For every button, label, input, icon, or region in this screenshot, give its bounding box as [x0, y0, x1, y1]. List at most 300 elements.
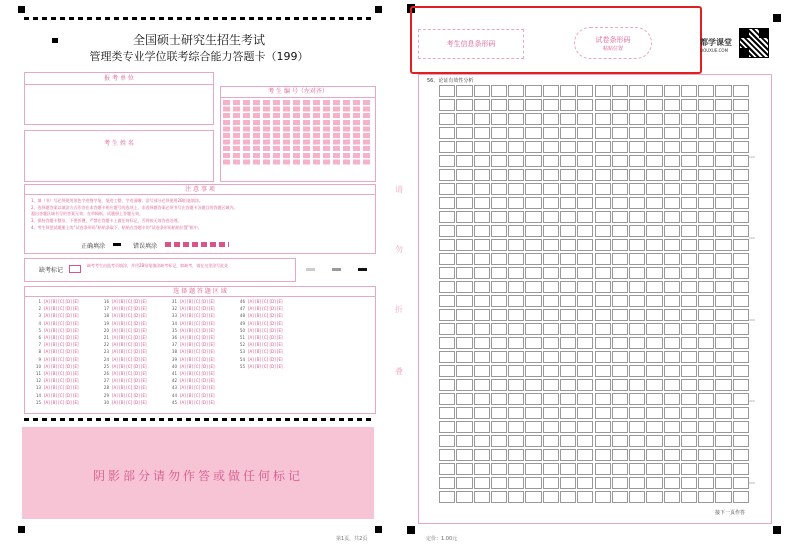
option-bubbles[interactable]: [A] [B] [C] [D] [E] [112, 392, 147, 398]
grid-cell[interactable] [664, 281, 680, 293]
option-bubbles[interactable]: [A] [B] [C] [D] [E] [180, 371, 215, 376]
grid-cell[interactable] [525, 211, 541, 223]
grid-cell[interactable] [715, 323, 731, 335]
option-bubbles[interactable]: [A] [B] [C] [D] [E] [112, 378, 147, 384]
choice-question-row[interactable] [167, 357, 215, 362]
grid-cell[interactable] [525, 85, 541, 97]
grid-cell[interactable] [508, 463, 524, 475]
grid-cell[interactable] [456, 239, 472, 251]
choice-question-row[interactable] [99, 371, 147, 376]
option-bubbles[interactable]: [A] [B] [C] [D] [E] [180, 327, 215, 333]
grid-cell[interactable] [508, 309, 524, 321]
info-barcode-box[interactable] [418, 29, 524, 59]
grid-cell[interactable] [664, 337, 680, 349]
grid-cell[interactable] [664, 99, 680, 111]
grid-cell[interactable] [439, 267, 455, 279]
grid-cell[interactable] [612, 155, 628, 167]
option-bubbles[interactable]: [A] [B] [C] [D] [E] [112, 356, 147, 362]
grid-cell[interactable] [491, 267, 507, 279]
grid-cell[interactable] [646, 309, 662, 321]
grid-cell[interactable] [595, 239, 611, 251]
grid-cell[interactable] [715, 127, 731, 139]
grid-cell[interactable] [491, 99, 507, 111]
grid-cell[interactable] [733, 407, 749, 419]
grid-cell[interactable] [629, 337, 645, 349]
choice-question-row[interactable] [99, 385, 147, 390]
grid-cell[interactable] [456, 197, 472, 209]
grid-cell[interactable] [646, 421, 662, 433]
grid-cell[interactable] [646, 183, 662, 195]
grid-cell[interactable] [560, 309, 576, 321]
grid-cell[interactable] [715, 281, 731, 293]
grid-cell[interactable] [715, 393, 731, 405]
grid-cell[interactable] [439, 99, 455, 111]
grid-cell[interactable] [439, 463, 455, 475]
grid-cell[interactable] [733, 225, 749, 237]
grid-cell[interactable] [543, 351, 559, 363]
option-bubbles[interactable]: [A] [B] [C] [D] [E] [44, 313, 79, 319]
grid-cell[interactable] [629, 309, 645, 321]
option-bubbles[interactable]: [A] [B] [C] [D] [E] [112, 320, 147, 326]
option-bubbles[interactable]: [A] [B] [C] [D] [E] [44, 342, 79, 348]
grid-cell[interactable] [474, 421, 490, 433]
grid-cell[interactable] [456, 421, 472, 433]
option-bubbles[interactable]: [A] [B] [C] [D] [E] [112, 399, 147, 405]
grid-cell[interactable] [508, 351, 524, 363]
grid-cell[interactable] [681, 463, 697, 475]
grid-cell[interactable] [733, 127, 749, 139]
option-bubbles[interactable]: [A] [B] [C] [D] [E] [112, 349, 147, 355]
grid-cell[interactable] [577, 253, 593, 265]
grid-cell[interactable] [439, 365, 455, 377]
grid-cell[interactable] [698, 141, 714, 153]
grid-cell[interactable] [629, 127, 645, 139]
grid-cell[interactable] [698, 365, 714, 377]
grid-cell[interactable] [543, 127, 559, 139]
choice-question-row[interactable] [167, 400, 215, 405]
grid-cell[interactable] [664, 127, 680, 139]
grid-cell[interactable] [525, 435, 541, 447]
grid-cell[interactable] [508, 295, 524, 307]
grid-cell[interactable] [681, 141, 697, 153]
grid-cell[interactable] [474, 183, 490, 195]
grid-cell[interactable] [664, 421, 680, 433]
grid-cell[interactable] [595, 267, 611, 279]
paper-barcode-box[interactable] [574, 27, 652, 59]
grid-cell[interactable] [629, 295, 645, 307]
grid-cell[interactable] [733, 141, 749, 153]
grid-cell[interactable] [543, 211, 559, 223]
choice-question-row[interactable] [31, 378, 79, 383]
grid-cell[interactable] [474, 113, 490, 125]
grid-cell[interactable] [698, 421, 714, 433]
grid-cell[interactable] [698, 477, 714, 489]
option-bubbles[interactable]: [A] [B] [C] [D] [E] [112, 313, 147, 319]
choice-question-row[interactable] [235, 328, 283, 333]
grid-cell[interactable] [612, 477, 628, 489]
grid-cell[interactable] [698, 449, 714, 461]
grid-cell[interactable] [681, 365, 697, 377]
grid-cell[interactable] [733, 85, 749, 97]
grid-cell[interactable] [629, 99, 645, 111]
grid-cell[interactable] [543, 267, 559, 279]
grid-cell[interactable] [456, 351, 472, 363]
choice-question-row[interactable] [31, 306, 79, 311]
grid-cell[interactable] [456, 435, 472, 447]
grid-cell[interactable] [664, 197, 680, 209]
grid-cell[interactable] [508, 113, 524, 125]
grid-cell[interactable] [456, 477, 472, 489]
choice-question-row[interactable] [31, 342, 79, 347]
grid-cell[interactable] [681, 491, 697, 503]
grid-cell[interactable] [474, 127, 490, 139]
grid-cell[interactable] [715, 141, 731, 153]
grid-cell[interactable] [698, 379, 714, 391]
grid-cell[interactable] [595, 99, 611, 111]
grid-cell[interactable] [664, 85, 680, 97]
grid-cell[interactable] [612, 211, 628, 223]
grid-cell[interactable] [698, 99, 714, 111]
choice-question-row[interactable] [99, 364, 147, 369]
grid-cell[interactable] [698, 407, 714, 419]
grid-cell[interactable] [491, 337, 507, 349]
grid-cell[interactable] [681, 295, 697, 307]
grid-cell[interactable] [491, 421, 507, 433]
grid-cell[interactable] [474, 435, 490, 447]
option-bubbles[interactable]: [A] [B] [C] [D] [E] [248, 335, 283, 340]
grid-cell[interactable] [543, 85, 559, 97]
grid-cell[interactable] [543, 183, 559, 195]
grid-cell[interactable] [508, 323, 524, 335]
grid-cell[interactable] [491, 379, 507, 391]
grid-cell[interactable] [733, 491, 749, 503]
grid-cell[interactable] [629, 85, 645, 97]
grid-cell[interactable] [595, 211, 611, 223]
grid-cell[interactable] [698, 463, 714, 475]
grid-cell[interactable] [646, 99, 662, 111]
option-bubbles[interactable]: [A] [B] [C] [D] [E] [180, 313, 215, 319]
choice-question-row[interactable] [167, 342, 215, 347]
grid-cell[interactable] [646, 155, 662, 167]
grid-cell[interactable] [543, 225, 559, 237]
grid-cell[interactable] [612, 169, 628, 181]
grid-cell[interactable] [629, 365, 645, 377]
grid-cell[interactable] [664, 155, 680, 167]
choice-question-row[interactable] [235, 349, 283, 354]
grid-cell[interactable] [525, 141, 541, 153]
grid-cell[interactable] [664, 351, 680, 363]
grid-cell[interactable] [474, 337, 490, 349]
grid-cell[interactable] [646, 225, 662, 237]
grid-cell[interactable] [612, 85, 628, 97]
grid-cell[interactable] [612, 421, 628, 433]
grid-cell[interactable] [508, 225, 524, 237]
option-bubbles[interactable]: [A] [B] [C] [D] [E] [248, 363, 283, 369]
grid-cell[interactable] [491, 491, 507, 503]
grid-cell[interactable] [560, 463, 576, 475]
grid-cell[interactable] [439, 337, 455, 349]
grid-cell[interactable] [646, 351, 662, 363]
grid-cell[interactable] [698, 183, 714, 195]
grid-cell[interactable] [543, 141, 559, 153]
grid-cell[interactable] [456, 365, 472, 377]
grid-cell[interactable] [543, 393, 559, 405]
grid-cell[interactable] [577, 155, 593, 167]
grid-cell[interactable] [629, 141, 645, 153]
choice-question-row[interactable] [31, 328, 79, 333]
grid-cell[interactable] [577, 295, 593, 307]
grid-cell[interactable] [681, 393, 697, 405]
grid-cell[interactable] [508, 85, 524, 97]
grid-cell[interactable] [715, 421, 731, 433]
grid-cell[interactable] [491, 393, 507, 405]
grid-cell[interactable] [543, 449, 559, 461]
choice-question-row[interactable] [167, 371, 215, 376]
grid-cell[interactable] [577, 393, 593, 405]
grid-cell[interactable] [543, 435, 559, 447]
grid-cell[interactable] [733, 393, 749, 405]
grid-cell[interactable] [646, 197, 662, 209]
grid-cell[interactable] [629, 239, 645, 251]
grid-cell[interactable] [543, 295, 559, 307]
grid-cell[interactable] [646, 281, 662, 293]
grid-cell[interactable] [577, 463, 593, 475]
grid-cell[interactable] [491, 85, 507, 97]
grid-cell[interactable] [439, 351, 455, 363]
grid-cell[interactable] [439, 309, 455, 321]
grid-cell[interactable] [612, 253, 628, 265]
choice-question-row[interactable] [235, 364, 283, 369]
grid-cell[interactable] [439, 239, 455, 251]
grid-cell[interactable] [439, 477, 455, 489]
grid-cell[interactable] [508, 281, 524, 293]
grid-cell[interactable] [525, 127, 541, 139]
grid-cell[interactable] [646, 141, 662, 153]
grid-cell[interactable] [508, 239, 524, 251]
grid-cell[interactable] [595, 435, 611, 447]
grid-cell[interactable] [491, 169, 507, 181]
grid-cell[interactable] [595, 421, 611, 433]
choice-question-row[interactable] [167, 349, 215, 354]
grid-cell[interactable] [508, 365, 524, 377]
grid-cell[interactable] [733, 379, 749, 391]
grid-cell[interactable] [715, 113, 731, 125]
grid-cell[interactable] [612, 267, 628, 279]
grid-cell[interactable] [715, 351, 731, 363]
grid-cell[interactable] [508, 421, 524, 433]
grid-cell[interactable] [560, 421, 576, 433]
grid-cell[interactable] [560, 169, 576, 181]
choice-question-row[interactable] [167, 313, 215, 318]
grid-cell[interactable] [733, 365, 749, 377]
grid-cell[interactable] [681, 211, 697, 223]
grid-cell[interactable] [439, 113, 455, 125]
grid-cell[interactable] [612, 323, 628, 335]
option-bubbles[interactable]: [A] [B] [C] [D] [E] [44, 363, 79, 369]
grid-cell[interactable] [560, 337, 576, 349]
grid-cell[interactable] [681, 197, 697, 209]
grid-cell[interactable] [612, 435, 628, 447]
grid-cell[interactable] [715, 169, 731, 181]
grid-cell[interactable] [543, 379, 559, 391]
grid-cell[interactable] [733, 155, 749, 167]
option-bubbles[interactable]: [A] [B] [C] [D] [E] [248, 306, 283, 312]
grid-cell[interactable] [560, 99, 576, 111]
grid-cell[interactable] [525, 393, 541, 405]
grid-cell[interactable] [525, 463, 541, 475]
grid-cell[interactable] [543, 309, 559, 321]
grid-cell[interactable] [543, 113, 559, 125]
option-bubbles[interactable]: [A] [B] [C] [D] [E] [112, 327, 147, 333]
grid-cell[interactable] [525, 449, 541, 461]
grid-cell[interactable] [560, 155, 576, 167]
grid-cell[interactable] [474, 169, 490, 181]
option-bubbles[interactable]: [A] [B] [C] [D] [E] [112, 385, 147, 391]
grid-cell[interactable] [715, 295, 731, 307]
grid-cell[interactable] [733, 183, 749, 195]
choice-question-row[interactable] [167, 299, 215, 304]
grid-cell[interactable] [612, 449, 628, 461]
option-bubbles[interactable]: [A] [B] [C] [D] [E] [112, 342, 147, 348]
grid-cell[interactable] [733, 253, 749, 265]
grid-cell[interactable] [508, 99, 524, 111]
grid-cell[interactable] [543, 281, 559, 293]
grid-cell[interactable] [456, 183, 472, 195]
choice-question-row[interactable] [99, 400, 147, 405]
grid-cell[interactable] [456, 281, 472, 293]
option-bubbles[interactable]: [A] [B] [C] [D] [E] [44, 327, 79, 333]
grid-cell[interactable] [474, 491, 490, 503]
grid-cell[interactable] [681, 225, 697, 237]
grid-cell[interactable] [612, 183, 628, 195]
grid-cell[interactable] [474, 463, 490, 475]
grid-cell[interactable] [543, 477, 559, 489]
grid-cell[interactable] [525, 351, 541, 363]
grid-cell[interactable] [508, 337, 524, 349]
grid-cell[interactable] [508, 407, 524, 419]
grid-cell[interactable] [715, 477, 731, 489]
grid-cell[interactable] [681, 449, 697, 461]
grid-cell[interactable] [681, 435, 697, 447]
grid-cell[interactable] [560, 295, 576, 307]
choice-question-row[interactable] [99, 328, 147, 333]
grid-cell[interactable] [560, 239, 576, 251]
grid-cell[interactable] [577, 239, 593, 251]
grid-cell[interactable] [456, 463, 472, 475]
grid-cell[interactable] [560, 477, 576, 489]
choice-question-row[interactable] [167, 328, 215, 333]
grid-cell[interactable] [698, 225, 714, 237]
grid-cell[interactable] [629, 267, 645, 279]
grid-cell[interactable] [474, 99, 490, 111]
grid-cell[interactable] [577, 113, 593, 125]
grid-cell[interactable] [612, 113, 628, 125]
grid-cell[interactable] [715, 365, 731, 377]
grid-cell[interactable] [733, 449, 749, 461]
grid-cell[interactable] [595, 365, 611, 377]
grid-cell[interactable] [456, 141, 472, 153]
choice-question-row[interactable] [31, 393, 79, 398]
grid-cell[interactable] [646, 113, 662, 125]
grid-cell[interactable] [525, 365, 541, 377]
choice-question-row[interactable] [31, 321, 79, 326]
grid-cell[interactable] [595, 127, 611, 139]
grid-cell[interactable] [456, 295, 472, 307]
choice-question-row[interactable] [31, 349, 79, 354]
grid-cell[interactable] [491, 435, 507, 447]
grid-cell[interactable] [698, 351, 714, 363]
option-bubbles[interactable]: [A] [B] [C] [D] [E] [44, 371, 79, 376]
grid-cell[interactable] [595, 379, 611, 391]
option-bubbles[interactable]: [A] [B] [C] [D] [E] [44, 378, 79, 384]
choice-question-row[interactable] [99, 313, 147, 318]
grid-cell[interactable] [715, 239, 731, 251]
option-bubbles[interactable]: [A] [B] [C] [D] [E] [248, 349, 283, 355]
choice-question-row[interactable] [167, 393, 215, 398]
grid-cell[interactable] [577, 351, 593, 363]
grid-cell[interactable] [439, 169, 455, 181]
essay-answer-area[interactable] [418, 74, 772, 524]
grid-cell[interactable] [577, 183, 593, 195]
grid-cell[interactable] [595, 141, 611, 153]
grid-cell[interactable] [508, 393, 524, 405]
grid-cell[interactable] [715, 407, 731, 419]
grid-cell[interactable] [525, 295, 541, 307]
grid-cell[interactable] [698, 435, 714, 447]
grid-cell[interactable] [560, 365, 576, 377]
grid-cell[interactable] [439, 281, 455, 293]
grid-cell[interactable] [439, 85, 455, 97]
grid-cell[interactable] [491, 197, 507, 209]
grid-cell[interactable] [629, 449, 645, 461]
grid-cell[interactable] [439, 435, 455, 447]
choice-question-row[interactable] [99, 342, 147, 347]
grid-cell[interactable] [560, 267, 576, 279]
option-bubbles[interactable]: [A] [B] [C] [D] [E] [44, 385, 79, 391]
grid-cell[interactable] [715, 309, 731, 321]
grid-cell[interactable] [439, 421, 455, 433]
grid-cell[interactable] [681, 127, 697, 139]
grid-cell[interactable] [508, 141, 524, 153]
grid-cell[interactable] [681, 379, 697, 391]
grid-cell[interactable] [508, 435, 524, 447]
grid-cell[interactable] [474, 267, 490, 279]
grid-cell[interactable] [664, 267, 680, 279]
choice-question-row[interactable] [167, 306, 215, 311]
grid-cell[interactable] [525, 155, 541, 167]
grid-cell[interactable] [508, 267, 524, 279]
grid-cell[interactable] [664, 365, 680, 377]
grid-cell[interactable] [508, 183, 524, 195]
grid-cell[interactable] [595, 183, 611, 195]
grid-cell[interactable] [577, 379, 593, 391]
grid-cell[interactable] [664, 379, 680, 391]
grid-cell[interactable] [681, 169, 697, 181]
option-bubbles[interactable]: [A] [B] [C] [D] [E] [180, 385, 215, 391]
grid-cell[interactable] [733, 435, 749, 447]
grid-cell[interactable] [456, 211, 472, 223]
choice-question-row[interactable] [99, 335, 147, 340]
grid-cell[interactable] [715, 99, 731, 111]
grid-cell[interactable] [577, 211, 593, 223]
grid-cell[interactable] [629, 407, 645, 419]
grid-cell[interactable] [733, 169, 749, 181]
grid-cell[interactable] [733, 239, 749, 251]
grid-cell[interactable] [715, 337, 731, 349]
grid-cell[interactable] [560, 183, 576, 195]
grid-cell[interactable] [646, 449, 662, 461]
grid-cell[interactable] [681, 281, 697, 293]
